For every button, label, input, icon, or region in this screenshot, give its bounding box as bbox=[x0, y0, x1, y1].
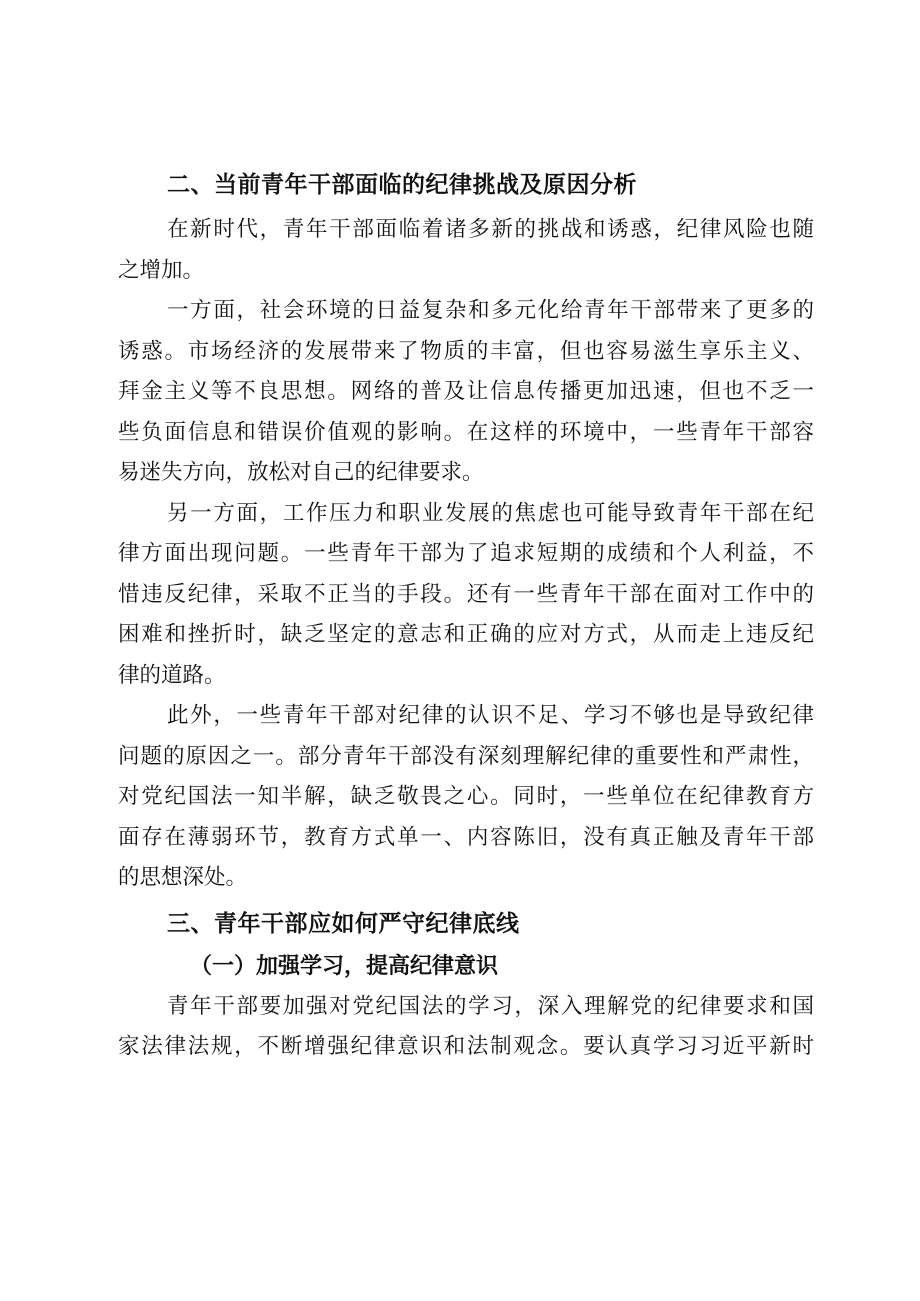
paragraph-line: 之增加。 bbox=[118, 257, 205, 283]
paragraph-line: 困难和挫折时，缺乏坚定的意志和正确的应对方式，从而走上违反纪 bbox=[118, 622, 814, 647]
paragraph-line: 对党纪国法一知半解，缺乏敬畏之心。同时，一些单位在纪律教育方 bbox=[118, 784, 814, 809]
section-heading-2: 二、当前青年干部面临的纪律挑战及原因分析 bbox=[167, 172, 637, 198]
paragraph-2 bbox=[118, 291, 814, 494]
paragraph-line: 此外，一些青年干部对纪律的认识不足、学习不够也是导致纪律 bbox=[167, 703, 814, 728]
paragraph-line: 诱惑。市场经济的发展带来了物质的丰富，但也容易滋生享乐主义、 bbox=[118, 338, 814, 364]
paragraph-line: 面存在薄弱环节，教育方式单一、内容陈旧，没有真正触及青年干部 bbox=[118, 824, 814, 850]
subsection-heading-1: （一）加强学习，提高纪律意识 bbox=[190, 953, 499, 979]
paragraph-line: 律的道路。 bbox=[118, 662, 226, 688]
document-body bbox=[118, 160, 814, 1068]
section-heading-3: 三、青年干部应如何严守纪律底线 bbox=[167, 910, 520, 937]
paragraph-3 bbox=[118, 494, 814, 697]
paragraph-line: 些负面信息和错误价值观的影响。在这样的环境中，一些青年干部容 bbox=[118, 419, 814, 445]
paragraph-line: 另一方面，工作压力和职业发展的焦虑也可能导致青年干部在纪 bbox=[167, 500, 814, 526]
paragraph-4 bbox=[118, 696, 814, 899]
paragraph-5 bbox=[118, 987, 814, 1068]
paragraph-line: 青年干部要加强对党纪国法的学习，深入理解党的纪律要求和国 bbox=[167, 993, 814, 1019]
paragraph-line: 家法律法规，不断增强纪律意识和法制观念。要认真学习习近平新时 bbox=[118, 1034, 814, 1059]
paragraph-line: 拜金主义等不良思想。网络的普及让信息传播更加迅速，但也不乏一 bbox=[118, 379, 814, 404]
paragraph-line: 在新时代，青年干部面临着诸多新的挑战和诱惑，纪律风险也随 bbox=[167, 217, 814, 242]
paragraph-line: 的思想深处。 bbox=[118, 865, 248, 890]
paragraph-line: 惜违反纪律，采取不正当的手段。还有一些青年干部在面对工作中的 bbox=[118, 581, 814, 607]
paragraph-line: 律方面出现问题。一些青年干部为了追求短期的成绩和个人利益，不 bbox=[118, 541, 814, 566]
paragraph-line: 易迷失方向，放松对自己的纪律要求。 bbox=[118, 460, 484, 485]
paragraph-line: 问题的原因之一。部分青年干部没有深刻理解纪律的重要性和严肃性， bbox=[118, 743, 814, 769]
paragraph-1 bbox=[118, 210, 814, 291]
paragraph-line: 一方面，社会环境的日益复杂和多元化给青年干部带来了更多的 bbox=[167, 298, 814, 323]
